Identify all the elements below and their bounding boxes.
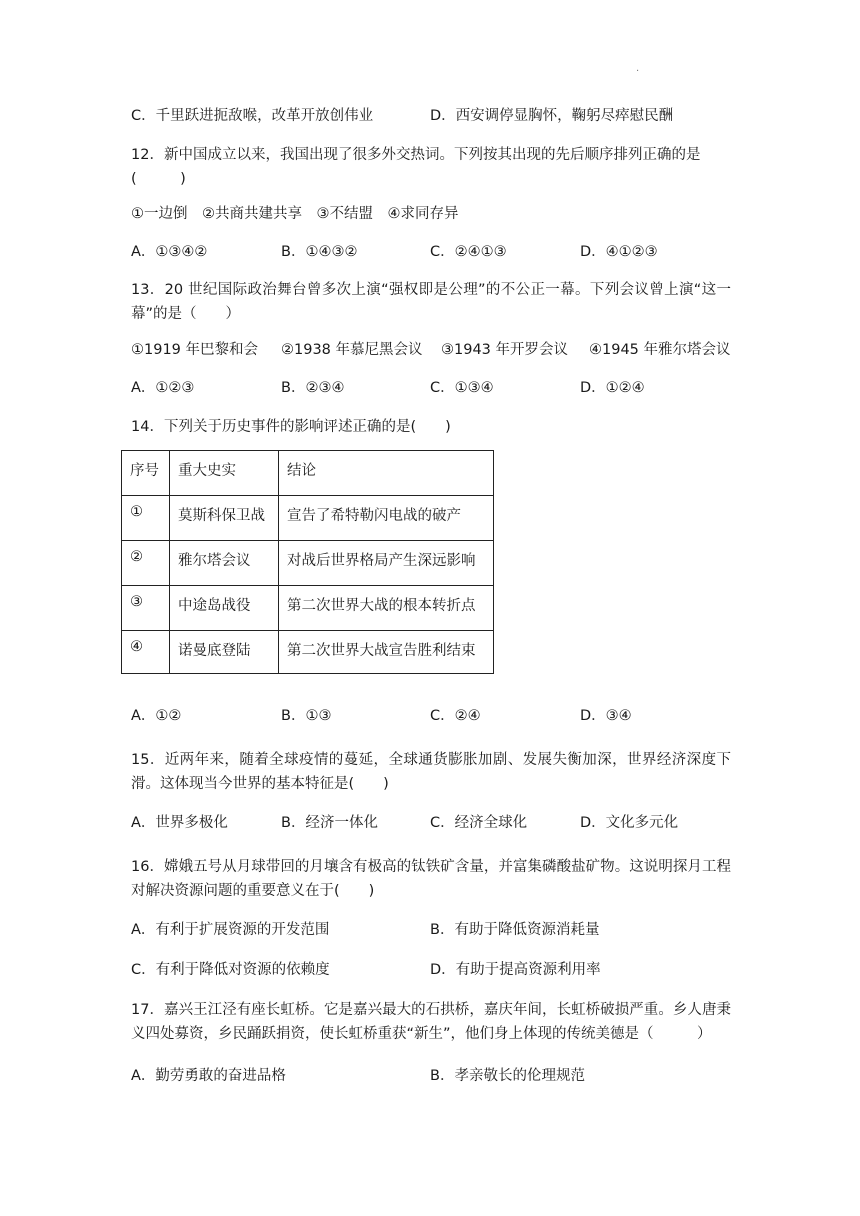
q16-option-c[interactable]: C．有利于降低对资源的依赖度: [131, 962, 330, 978]
q13-option-c[interactable]: C．①③④: [430, 380, 494, 396]
table-header-cell: 结论: [279, 451, 494, 496]
q13-option-a[interactable]: A．①②③: [131, 380, 195, 396]
q14-option-c[interactable]: C．②④: [430, 708, 481, 724]
q15-option-d[interactable]: D．文化多元化: [580, 815, 679, 831]
q12-option-b[interactable]: B．①④③②: [281, 244, 358, 260]
table-cell: 宣告了希特勒闪电战的破产: [279, 496, 494, 541]
q12-option-c[interactable]: C．②④①③: [430, 244, 507, 260]
q17-option-a[interactable]: A．勤劳勇敢的奋进品格: [131, 1068, 286, 1084]
q11-option-d[interactable]: D．西安调停显胸怀，鞠躬尽瘁慰民酬: [430, 108, 674, 124]
q12-stem: 12．新中国成立以来，我国出现了很多外交热词。下列按其出现的先后顺序排列正确的是: [131, 147, 701, 163]
table-cell: 诺曼底登陆: [170, 631, 279, 674]
q16-option-d[interactable]: D．有助于提高资源利用率: [430, 962, 601, 978]
q14-stem: 14．下列关于历史事件的影响评述正确的是( ): [131, 419, 451, 435]
q14-option-d[interactable]: D．③④: [580, 708, 632, 724]
q11-option-c[interactable]: C．千里跃进扼敌喉，改革开放创伟业: [131, 108, 374, 124]
table-cell: 雅尔塔会议: [170, 541, 279, 586]
table-header-row: [122, 451, 494, 496]
q17-stem: 17．嘉兴王江泾有座长虹桥。它是嘉兴最大的石拱桥，嘉庆年间，长虹桥破损严重。乡人唐秉义四处募资，乡民踊跃捐资，使长虹桥重获“新生”，他们身上体现的传统美德是（ ）: [131, 1002, 731, 1042]
q12-option-a[interactable]: A．①③④②: [131, 244, 208, 260]
table-cell: ④: [122, 631, 170, 674]
q14-facts-table: [121, 450, 494, 674]
table-row: [122, 541, 494, 586]
table-cell: 中途岛战役: [170, 586, 279, 631]
table-cell: ①: [122, 496, 170, 541]
table-cell: 第二次世界大战的根本转折点: [279, 586, 494, 631]
table-cell: 莫斯科保卫战: [170, 496, 279, 541]
table-cell: 第二次世界大战宣告胜利结束: [279, 631, 494, 674]
q13-option-b[interactable]: B．②③④: [281, 380, 345, 396]
table-cell: ③: [122, 586, 170, 631]
q13-item-4: ④1945 年雅尔塔会议: [589, 342, 731, 358]
q16-stem: 16．嫦娥五号从月球带回的月壤含有极高的钛铁矿含量，并富集磷酸盐矿物。这说明探月工程对解决资源问题的重要意义在于( ): [131, 859, 731, 899]
q12-stem-blank: ( ): [131, 171, 186, 187]
q13-item-2: ②1938 年慕尼黑会议: [281, 342, 423, 358]
table-row: [122, 586, 494, 631]
q14-option-b[interactable]: B．①③: [281, 708, 332, 724]
q16-option-a[interactable]: A．有利于扩展资源的开发范围: [131, 922, 330, 938]
table-cell: ②: [122, 541, 170, 586]
page-marker: ·: [636, 66, 640, 77]
table-header-cell: 重大史实: [170, 451, 279, 496]
table-row: [122, 631, 494, 674]
q13-option-d[interactable]: D．①②④: [580, 380, 645, 396]
table-row: [122, 496, 494, 541]
q13-stem: 13．20 世纪国际政治舞台曾多次上演“强权即是公理”的不公正一幕。下列会议曾上演“这一幕”的是（ ）: [131, 282, 731, 322]
q15-stem: 15．近两年来，随着全球疫情的蔓延，全球通货膨胀加剧、发展失衡加深，世界经济深度下滑。这体现当今世界的基本特征是( ): [131, 752, 731, 792]
q15-option-b[interactable]: B．经济一体化: [281, 815, 378, 831]
q15-option-a[interactable]: A．世界多极化: [131, 815, 228, 831]
table-header-cell: 序号: [122, 451, 170, 496]
q13-item-1: ①1919 年巴黎和会: [131, 342, 259, 358]
q12-option-d[interactable]: D．④①②③: [580, 244, 658, 260]
table-cell: 对战后世界格局产生深远影响: [279, 541, 494, 586]
q17-option-b[interactable]: B．孝亲敬长的伦理规范: [430, 1068, 585, 1084]
q12-items: ①一边倒 ②共商共建共享 ③不结盟 ④求同存异: [131, 206, 459, 222]
q16-option-b[interactable]: B．有助于降低资源消耗量: [430, 922, 600, 938]
q15-option-c[interactable]: C．经济全球化: [430, 815, 528, 831]
q13-item-3: ③1943 年开罗会议: [441, 342, 569, 358]
q14-option-a[interactable]: A．①②: [131, 708, 182, 724]
